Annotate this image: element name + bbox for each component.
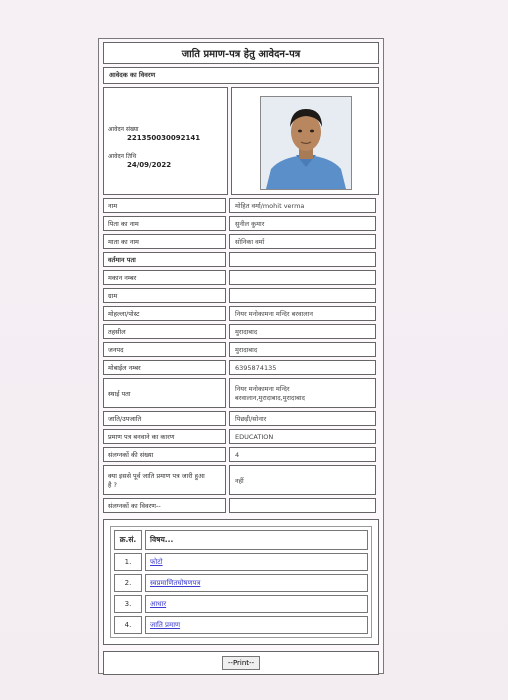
application-date: 24/09/2022 xyxy=(127,161,172,169)
permanent-address-line1: नियर मनोकामना मन्दिर xyxy=(235,385,290,393)
subject-column-header: विषय... xyxy=(145,530,368,550)
permanent-address-value xyxy=(229,378,376,408)
attachments-list xyxy=(110,526,372,638)
name-label: नाम xyxy=(103,198,226,213)
previous-certificate-label-line1: क्या इससे पूर्व जाति प्रमाण पत्र जारी हुआ xyxy=(108,472,205,480)
serial-column-header: क्र.सं. xyxy=(114,530,142,550)
village-value xyxy=(229,288,376,303)
reason-value: EDUCATION xyxy=(229,429,376,444)
attachments-detail-value xyxy=(229,498,376,513)
application-number-label: आवेदन संख्या xyxy=(108,126,139,133)
print-bar xyxy=(103,651,379,675)
house-number-value xyxy=(229,270,376,285)
locality-post-label: मोहल्ला/पोस्ट xyxy=(103,306,226,321)
mobile-value: 6395874135 xyxy=(229,360,376,375)
form-title: जाति प्रमाण-पत्र हेतु आवेदन-पत्र xyxy=(103,42,379,64)
attachment-cell xyxy=(145,595,368,613)
name-value: मोहित वर्मा/mohit verma xyxy=(229,198,376,213)
permanent-address-label: स्थाई पता xyxy=(103,378,226,408)
list-item xyxy=(114,616,368,634)
father-name-value: सुनील कुमार xyxy=(229,216,376,231)
attachment-cell xyxy=(145,616,368,634)
house-number-label: मकान नम्बर xyxy=(103,270,226,285)
mother-name-label: माता का नाम xyxy=(103,234,226,249)
table-row xyxy=(103,465,379,495)
permanent-address-line2: बरवालान,मुरादाबाद,मुरादाबाद xyxy=(235,394,305,402)
attachments-header-row xyxy=(114,530,368,550)
village-label: ग्राम xyxy=(103,288,226,303)
table-row xyxy=(103,342,379,357)
table-row xyxy=(103,270,379,285)
attachment-link-self-declaration[interactable]: स्वप्रमाणितघोषणपत्र xyxy=(150,578,201,587)
table-row xyxy=(103,378,379,408)
locality-post-value: नियर मनोकामना मन्दिर बरवालान xyxy=(229,306,376,321)
table-row xyxy=(103,306,379,321)
attachment-serial: 2. xyxy=(114,574,142,592)
table-row xyxy=(103,447,379,462)
details-table xyxy=(103,198,379,513)
attachment-cell xyxy=(145,553,368,571)
application-form xyxy=(103,42,379,675)
reason-label: प्रमाण पत्र बनवाने का कारण xyxy=(103,429,226,444)
current-address-value xyxy=(229,252,376,267)
mobile-label: मोबाईल नम्बर xyxy=(103,360,226,375)
previous-certificate-label xyxy=(103,465,226,495)
table-row xyxy=(103,429,379,444)
list-item xyxy=(114,595,368,613)
table-row xyxy=(103,411,379,426)
previous-certificate-value: नहीं xyxy=(229,465,376,495)
district-label: जनपद xyxy=(103,342,226,357)
applicant-photo xyxy=(260,96,352,190)
attachment-serial: 4. xyxy=(114,616,142,634)
section-heading: आवेदक का विवरण xyxy=(103,67,379,84)
table-row xyxy=(103,360,379,375)
application-date-label: आवेदन तिथि xyxy=(108,153,137,160)
list-item xyxy=(114,574,368,592)
attachments-count-label: संलग्नकों की संख्या xyxy=(103,447,226,462)
print-button[interactable]: --Print-- xyxy=(222,656,260,670)
mother-name-value: सोनिका वर्मा xyxy=(229,234,376,249)
table-row xyxy=(103,324,379,339)
previous-certificate-label-line2: है ? xyxy=(108,481,117,489)
list-item xyxy=(114,553,368,571)
tehsil-label: तहसील xyxy=(103,324,226,339)
applicant-header xyxy=(103,87,379,195)
attachments-count-value: 4 xyxy=(229,447,376,462)
photo-cell xyxy=(231,87,379,195)
application-number: 221350030092141 xyxy=(127,134,201,142)
district-value: मुरादाबाद xyxy=(229,342,376,357)
table-row xyxy=(103,198,379,213)
father-name-label: पिता का नाम xyxy=(103,216,226,231)
attachments-detail-label: संलग्नकों का विवरण-- xyxy=(103,498,226,513)
table-row xyxy=(103,234,379,249)
attachments-table xyxy=(103,519,379,645)
caste-label: जाति/उपजाति xyxy=(103,411,226,426)
table-row xyxy=(103,498,379,513)
attachment-link-photo[interactable]: फोटो xyxy=(150,557,163,566)
current-address-label: वर्तमान पता xyxy=(103,252,226,267)
attachment-serial: 3. xyxy=(114,595,142,613)
caste-value: पिछड़ी/सोनार xyxy=(229,411,376,426)
table-row xyxy=(103,252,379,267)
attachment-link-caste-certificate[interactable]: जाति प्रमाण xyxy=(150,620,181,629)
attachment-cell xyxy=(145,574,368,592)
table-row xyxy=(103,288,379,303)
table-row xyxy=(103,216,379,231)
attachment-link-aadhaar[interactable]: आधार xyxy=(150,599,167,608)
application-info xyxy=(103,87,228,195)
tehsil-value: मुरादाबाद xyxy=(229,324,376,339)
attachment-serial: 1. xyxy=(114,553,142,571)
